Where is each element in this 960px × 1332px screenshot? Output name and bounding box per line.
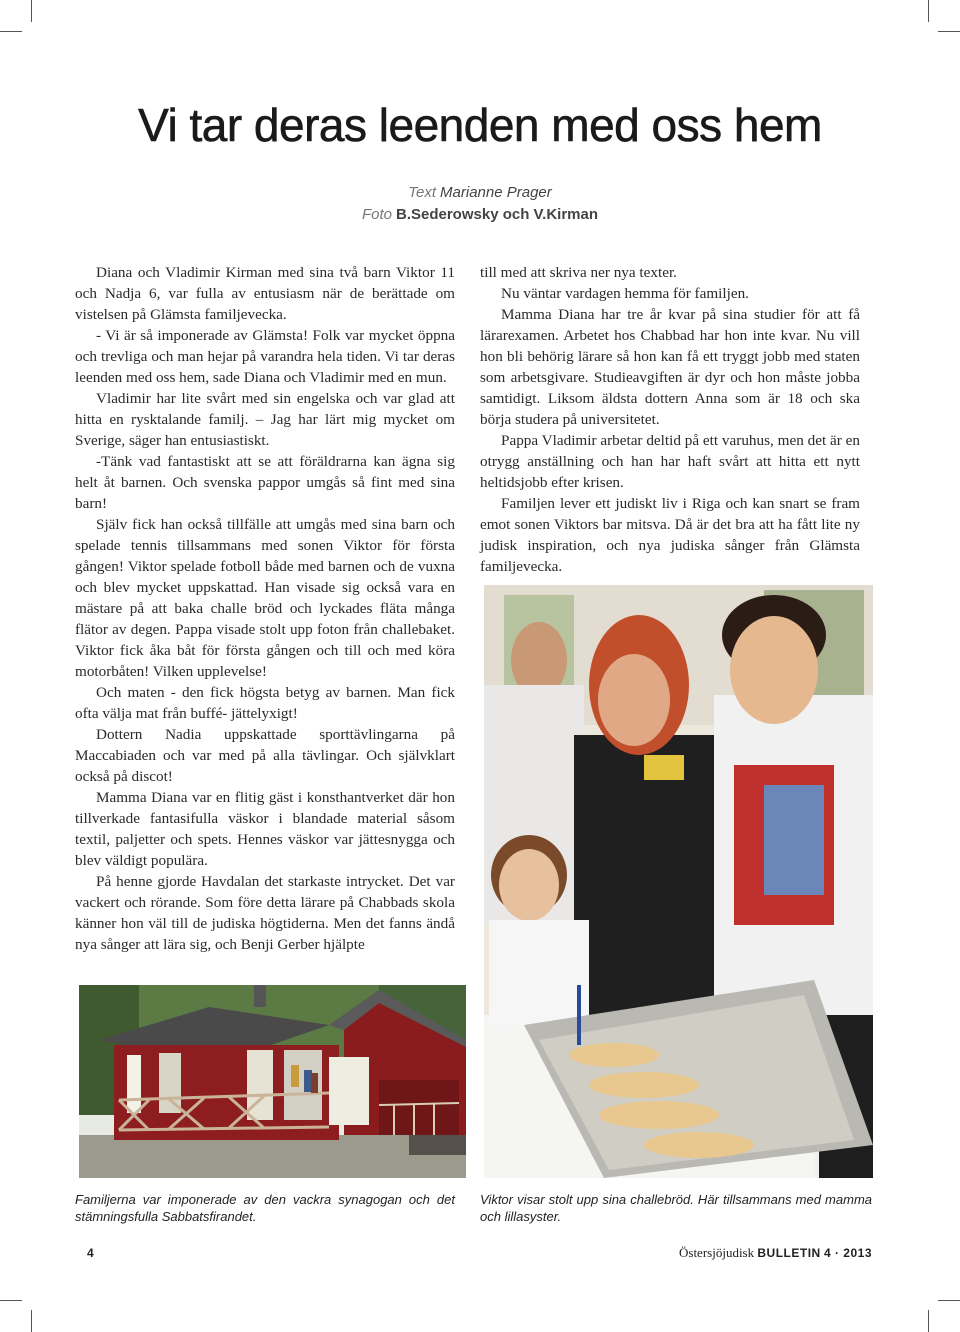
paragraph: Pappa Vladimir arbetar deltid på ett varuhus, men det är en otrygg anställning och han har haft svårt att hitta ett nytt heltidsjobb efter krisen. [480, 432, 860, 491]
photo-credit [0, 206, 960, 223]
crop-mark [31, 0, 32, 22]
paragraph: till med att skriva ner nya texter. [480, 264, 677, 281]
text-credit-label: Text [408, 184, 437, 201]
baking-illustration [484, 585, 873, 1178]
crop-mark [938, 1300, 960, 1301]
crop-mark [928, 1310, 929, 1332]
paragraph: Vladimir har lite svårt med sin engelska och var glad att hitta en rysktalande familj. – Jag har lärt mig mycket om Sverige, säger han entusiastiskt. [75, 390, 455, 449]
paragraph: Familjen lever ett judiskt liv i Riga och kan snart se fram emot sonen Viktors bar mitsva. Då är det bra att ha fått lite ny judisk inspiration, och nya judiska sånger från Glämsta familjevecka. [480, 495, 860, 575]
paragraph: Diana och Vladimir Kirman med sina två barn Viktor 11 och Nadja 6, var fulla av entusiasm när de berättade om vistelsen på Glämsta familjevecka. [75, 264, 455, 323]
text-author: Marianne Prager [440, 184, 552, 201]
paragraph: Och maten - den fick högsta betyg av barnen. Man fick ofta välja mat från buffé- jättelyxigt! [75, 684, 455, 722]
page-title: Vi tar deras leenden med oss hem [138, 99, 822, 151]
photo-author: B.Sederowsky och V.Kirman [395, 206, 599, 223]
magazine-name: BULLETIN [757, 1246, 821, 1260]
caption-baking: Viktor visar stolt upp sina challebröd. Här tillsammans med mamma och lillasyster. [480, 1192, 872, 1224]
paragraph: Dottern Nadia uppskattade sporttävlingarna på Maccabiaden och var med på alla tävlingar. Och självklart också på discot! [75, 726, 455, 785]
caption-synagogue: Familjerna var imponerade av den vackra synagogan och det stämningsfulla Sabbatsfirandet. [75, 1192, 455, 1224]
paragraph: Mamma Diana har tre år kvar på sina studier för att få lärarexamen. Arbetet hos Chabbad har hon inte kvar. Nu vill hon bli behörig lärare så hon kan få ett tryggt jobb med staten som arbetsgivare. Studieavgiften är dyr och hon måste jobba samtidigt. Liksom äldsta dottern Anna som är 18 och ska börja studera på universitetet. [480, 306, 860, 428]
article-column-right [480, 262, 860, 577]
paragraph: -Tänk vad fantastiskt att se att föräldrarna kan ägna sig helt åt barnen. Och svenska pappor umgås så fint med sina barn! [75, 453, 455, 512]
paragraph: Själv fick han också tillfälle att umgås med sina barn och spelade tennis tillsammans med sonen Viktor för första gången! Viktor spelade fotboll både med barnen och de vuxna och blev mycket uppskattad. Han visade sig också vara en mästare på att baka challe bröd och lyckades fläta många flätor av degen. Pappa visade stolt upp foton från challebaket. Viktor fick åka båt för första gången och till och med köra motorbåten! Vilken upplevelse! [75, 516, 455, 680]
paragraph: Mamma Diana var en flitig gäst i konsthantverket där hon tillverkade fantasifulla väskor i blandade material såsom textil, paljetter och spets. Hennes väskor var jättesnygga och blev väldigt populära. [75, 789, 455, 869]
crop-mark [938, 31, 960, 32]
synagogue-illustration [79, 985, 466, 1178]
crop-mark [928, 0, 929, 22]
magazine-footer [679, 1245, 872, 1261]
crop-mark [31, 1310, 32, 1332]
magazine-prefix: Östersjöjudisk [679, 1245, 755, 1260]
paragraph: På henne gjorde Havdalan det starkaste intrycket. Det var vackert och rörande. Som före detta lärare på Chabbads skola känner hon väl till de judiska högtiderna. Men det fanns ändå nya sånger att lära sig, och Benji Gerber hjälpte [75, 873, 455, 953]
synagogue-photo [79, 985, 466, 1178]
paragraph: - Vi är så imponerade av Glämsta! Folk var mycket öppna och trevliga och man hejar på varandra hela tiden. Vi tar deras leenden med oss hem, sade Diana och Vladimir med en mun. [75, 327, 455, 386]
article-column-left [75, 262, 455, 955]
paragraph: Nu väntar vardagen hemma för familjen. [501, 285, 749, 302]
page-number: 4 [87, 1246, 94, 1260]
challah-baking-photo [484, 585, 873, 1178]
photo-credit-label: Foto [361, 206, 392, 223]
issue-number: 4 · 2013 [823, 1246, 872, 1260]
crop-mark [0, 31, 22, 32]
text-credit [0, 184, 960, 201]
crop-mark [0, 1300, 22, 1301]
